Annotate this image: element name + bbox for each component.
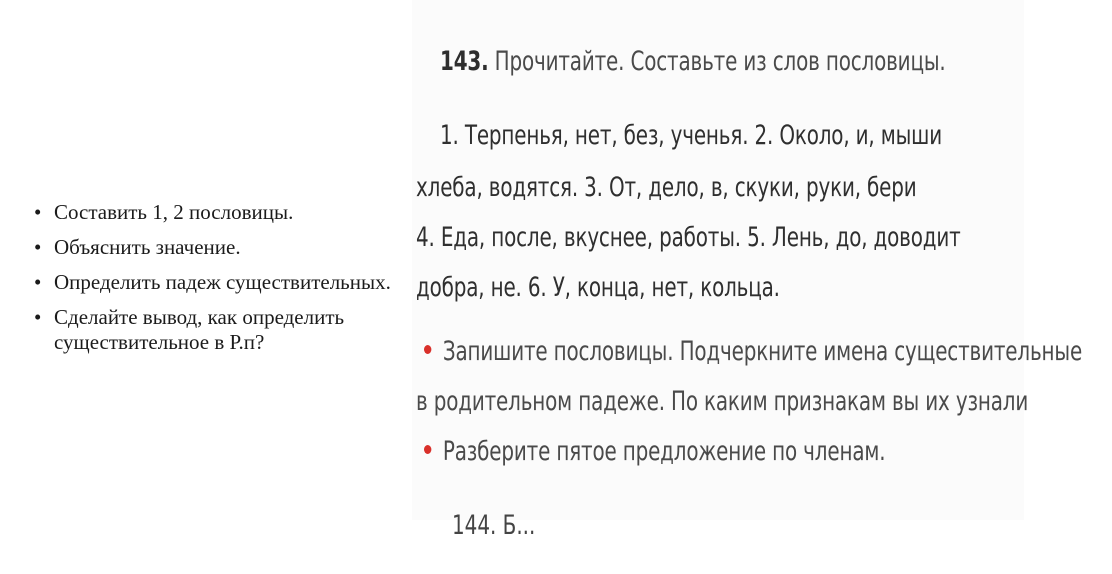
list-item: • Определить падеж существительных. (30, 270, 410, 295)
list-item: • Сделайте вывод, как определить существительное в Р.п? (30, 305, 410, 355)
exercise-number: 143. (440, 46, 489, 77)
task-line-3: Разберите пятое предложение по членам. (424, 436, 885, 467)
proverb-line-2: хлеба, водятся. 3. От, дело, в, скуки, руки, бери (416, 172, 917, 203)
red-bullet-icon (424, 345, 431, 354)
next-exercise-fragment: 144. Б... (452, 510, 536, 541)
proverb-line-1: 1. Терпенья, нет, без, ученья. 2. Около, и, мыши (440, 120, 943, 151)
exercise-instruction: Прочитайте. Составьте из слов пословицы. (494, 46, 946, 77)
task-line-2: в родительном падеже. По каким признакам вы их узнали (416, 386, 1029, 417)
list-item: • Объяснить значение. (30, 235, 410, 260)
task-list (30, 200, 410, 365)
list-item: • Составить 1, 2 пословицы. (30, 200, 410, 225)
task-line-1: Запишите пословицы. Подчеркните имена существительные (424, 336, 1082, 367)
proverb-line-4: добра, не. 6. У, конца, нет, кольца. (416, 272, 780, 303)
exercise-header (440, 46, 946, 77)
proverb-line-3: 4. Еда, после, вкуснее, работы. 5. Лень, до, доводит (416, 222, 961, 253)
red-bullet-icon (424, 445, 431, 454)
textbook-scan (412, 0, 1083, 541)
